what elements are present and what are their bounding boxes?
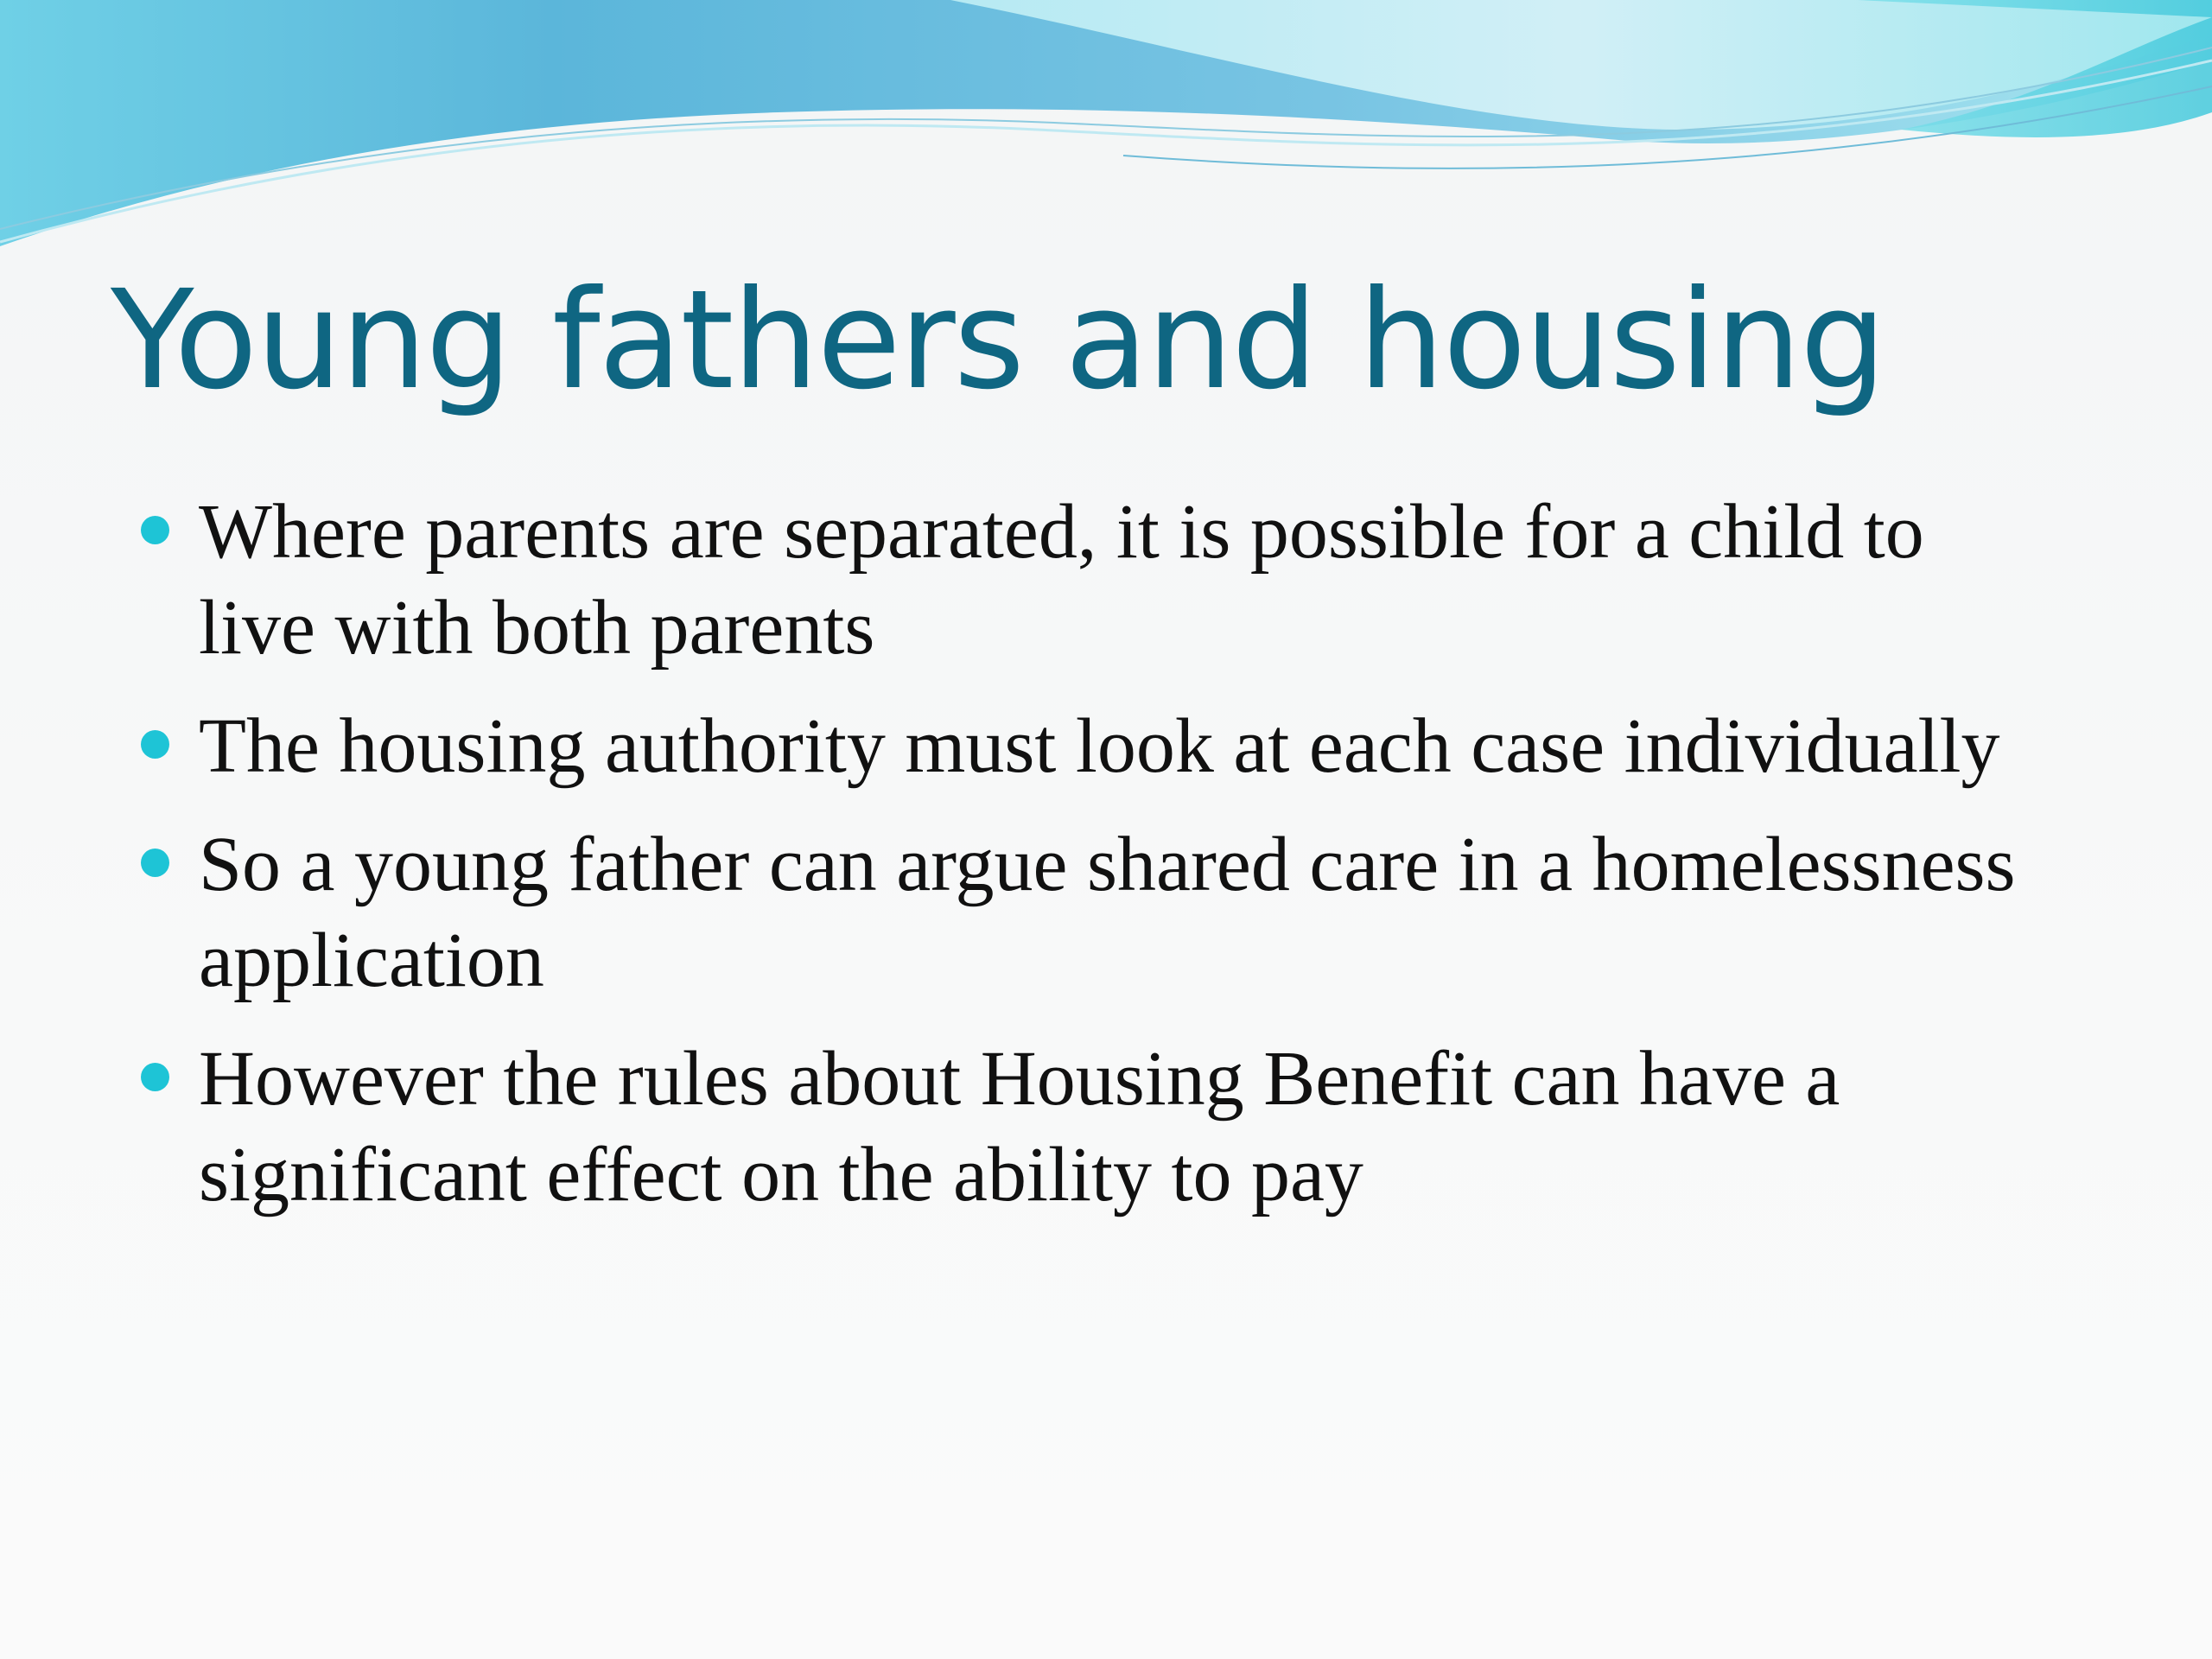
bullet-dot-icon [141, 516, 169, 544]
bullet-text: The housing authority must look at each case individually [199, 703, 2000, 789]
bullet-dot-icon [141, 1063, 169, 1091]
bullet-dot-icon [141, 730, 169, 759]
bullet-list [0, 484, 2212, 1245]
bullet-item [0, 698, 2056, 794]
bullet-text: Where parents are separated, it is possible for a child to live with both parents [199, 489, 1924, 671]
header-wave-decoration [0, 0, 2212, 276]
bullet-text: However the rules about Housing Benefit can have a significant effect on the ability to pay [199, 1036, 1840, 1217]
bullet-dot-icon [141, 849, 169, 877]
bullet-item [0, 1031, 2056, 1223]
bullet-item [0, 817, 2056, 1008]
bullet-item [0, 484, 2056, 676]
bullet-text: So a young father can argue shared care in a homelessness application [199, 822, 2016, 1003]
slide-title: Young fathers and housing [111, 261, 1885, 420]
